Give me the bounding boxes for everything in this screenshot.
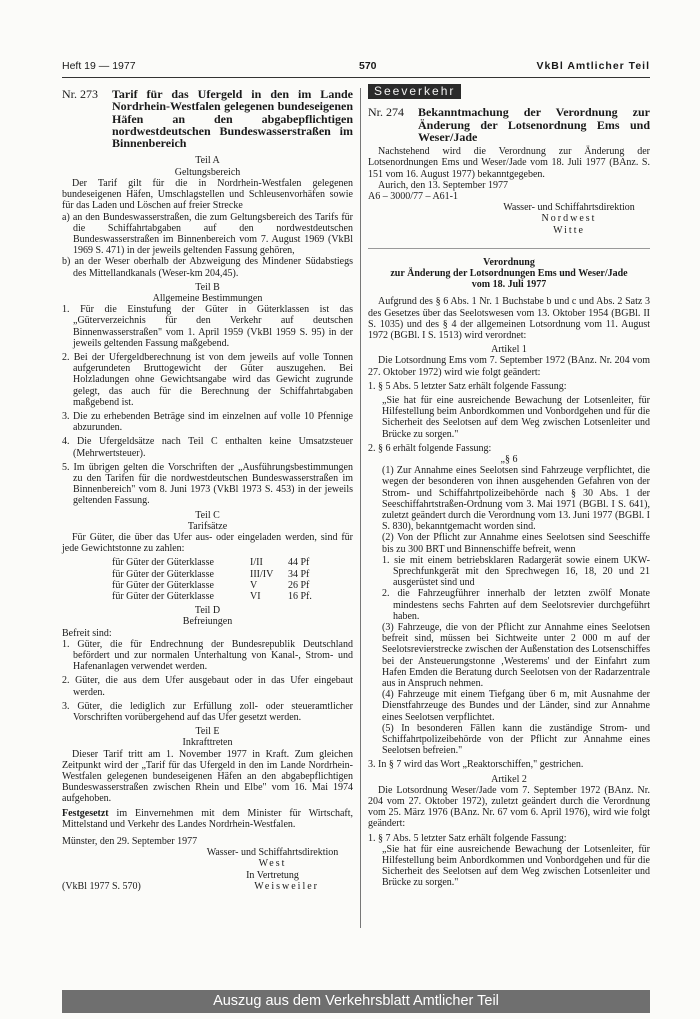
section-subheading: Allgemeine Bestimmungen	[152, 292, 263, 304]
paragraph: Nachstehend wird die Verordnung zur Änderung der Lotsenordnungen Ems und Weser/Jade vom 18. Juli 1977 (BAnz. S. 151 vom 16. August 1977) bekanntgegeben.	[368, 146, 650, 180]
signature-block: Wasser- und Schiffahrtsdirektion West In Vertretung	[206, 847, 339, 881]
section-badge: Seeverkehr	[368, 84, 461, 99]
publication-title: VkBl Amtlicher Teil	[536, 60, 650, 72]
section-heading: Teil B	[195, 281, 220, 293]
paragraph: Die Lotsordnung Weser/Jade vom 7. September 1972 (BAnz. Nr. 204 vom 27. Oktober 1972), zuletzt geändert durch die Verordnung vom 25. März 1976 (BAnz. Nr. 67 vom 6. April 1976), wird wie folgt geändert:	[368, 784, 650, 830]
list-item: a) an den Bundeswasserstraßen, die zum Geltungsbereich des Tarifs für die Schiffahrtabgaben auf den nordwestdeutschen Bundeswasserstraßen im Binnenbereich vom 7. August 1969 (VkBl 1969 S. 471) in der jeweils geltenden Fassung gehören,	[62, 211, 353, 257]
article-273-heading	[62, 88, 353, 149]
right-column	[368, 84, 650, 889]
signatory: Weisweiler	[254, 880, 319, 892]
table-row: für Güter der Güterklasse V 26 Pf	[112, 579, 310, 591]
list-item: 3. Die zu erhebenden Beträge sind im einzelnen auf volle 10 Pfennige abzurunden.	[62, 410, 353, 434]
paragraph: Dieser Tarif tritt am 1. November 1977 in Kraft. Zum gleichen Zeitpunkt wird der „Tarif für das Ufergeld in den im Lande Nordrhein-Westfalen gelegenen bundeseigenen Häfen an den abgabepflichtigen Bundeswasserstraßen zwischen Rhein und Elbe" vom 16. Mai 1974 aufgehoben.	[62, 748, 353, 805]
rate-table	[112, 557, 353, 602]
file-reference: A6 – 3000/77 – A61-1	[368, 190, 458, 202]
list-item: 1. § 5 Abs. 5 letzter Satz erhält folgende Fassung:	[368, 380, 567, 392]
section-subheading: Geltungsbereich	[174, 166, 241, 178]
list-item: b) an der Weser oberhalb der Abzweigung des Mindener Südabstiegs des Mittellandkanals (Weser-km 204,45).	[62, 256, 353, 279]
table-row: für Güter der Güterklasse III/IV 34 Pf	[112, 568, 310, 580]
paragraph: Festgesetzt im Einvernehmen mit dem Minister für Wirtschaft, Mittelstand und Verkehr des Landes Nordrhein-Westfalen.	[62, 807, 354, 830]
paragraph: Die Lotsordnung Ems vom 7. September 1972 (BAnz. Nr. 204 vom 27. Oktober 1972) wird wie folgt geändert:	[368, 355, 650, 378]
list-item: 2. Güter, die aus dem Ufer ausgebaut oder in das Ufer eingebaut werden.	[62, 675, 353, 698]
section-subheading: Tarifsätze	[187, 520, 228, 532]
list-item: 3. Güter, die lediglich zur Erfüllung zoll- oder steueramtlicher Vorschriften vorübergehend auf das Ufer gesetzt werden.	[62, 700, 353, 724]
section-subheading: Befreiungen	[182, 616, 233, 628]
paragraph: Der Tarif gilt für die in Nordrhein-Westfalen gelegenen bundeseigenen Häfen, Umschlagstellen und Schleusenvorhäfen sowie für das Laden und Löschen auf freier Strecke	[62, 177, 353, 212]
paragraph-6: (1) Zur Annahme eines Seelotsen sind Fahrzeuge verpflichtet, die wegen der besonderen von ihnen ausgehenden Gefahren von der Strom- und Schiffahrtpolizeibehörde nach § 30 Abs. 1 der Seeschiffahrtstraßen-Ordnung vom 3. Mai 1971 (BGBl. I S. 641), zuletzt geändert durch die Verordnung vom 13. Juni 1977 (BGBl. I S. 830), bekanntgemacht worden sind. (2) Von der Pflicht zur Annahme eines Seelotsen sind Seeschiffe bis zu 300 BRT und Binnenschiffe befreit, wenn 1. sie mit einem betriebsklaren Radargerät sowie einem UKW-Sprechfunkgerät mit den Sprechwegen 16, 18, 20 und 21 ausgerüstet sind und 2. die Fahrzeugführer innerhalb der letzten zwölf Monate mindestens sechs Fahrten auf dem Seelotsrevier durchgeführt haben. (3) Fahrzeuge, die von der Pflicht zur Annahme eines Seelotsen befreit sind, müssen bei Sichtweite unter 2 000 m auf der Seelotsrevierstrecke zwischen der Außenstation des Lotsenschiffes bei der Ansteuerungstonne ‚Westerems' und der Einfahrt zum Hafen Emden die Beratung durch Seelotsen von der Radarzentrale aus in Anspruch nehmen. (4) Fahrzeuge mit einem Tiefgang über 6 m, mit Ausnahme der Dienstfahrzeuge des Bundes und der Länder, sind zur Annahme eines Seelotsen verpflichtet. (5) In besonderen Fällen kann die zuständige Strom- und Schiffahrtpolizeibehörde von der Pflicht zur Annahme eines Seelotsen befreien."	[382, 465, 650, 757]
section-heading: Teil C	[195, 509, 220, 521]
page-number: 570	[359, 60, 377, 72]
header-rule	[62, 77, 650, 78]
section-heading: Teil A	[195, 155, 220, 167]
list-item: 5. Im übrigen gelten die Vorschriften der „Ausführungsbestimmungen zu den Tarifen für die nordwestdeutschen Bundeswasserstraßen im Binnenbereich" vom 8. Juni 1973 (VkBl 1973 S. 453) in der jeweils geltenden Fassung.	[62, 461, 353, 507]
list-item: 1. § 7 Abs. 5 letzter Satz erhält folgende Fassung:	[368, 832, 567, 844]
place-date: Münster, den 29. September 1977	[62, 836, 198, 848]
list-item: 4. Die Ufergeldsätze nach Teil C enthalten keine Umsatzsteuer (Mehrwertsteuer).	[62, 436, 353, 459]
list-item: 2. Bei der Ufergeldberechnung ist von dem jeweils auf volle Tonnen aufgerundeten Bruttogewicht der Güter auszugehen. Bei Holzladungen ohne Gewichtsangabe wird das Gewicht zugrunde gelegt, das auch für die Berechnung der Schiffahrtabgaben maßgebend ist.	[62, 351, 353, 408]
festgesetzt-label: Festgesetzt	[62, 807, 109, 819]
article-number: Nr. 274	[368, 105, 404, 120]
section-heading: Artikel 2	[491, 773, 527, 785]
article-title: Bekanntmachung der Verordnung zur Änderung der Lotsenordnung Ems und Weser/Jade	[418, 105, 650, 144]
section-heading: Teil E	[195, 726, 220, 738]
quote: „Sie hat für eine ausreichende Bewachung der Lotsenleiter, für Hilfestellung beim Anbordkommen und Vonbordgehen und für die Sicherheit des Seelotsen auf dem Weg zwischen Lotsenleiter und Brücke zu sorgen."	[382, 394, 650, 440]
paragraph: Befreit sind:	[62, 627, 112, 639]
regulation-title: Verordnung zur Änderung der Lotsordnungen Ems und Weser/Jade vom 18. Juli 1977	[390, 256, 628, 291]
article-number: Nr. 273	[62, 87, 98, 101]
article-title: Tarif für das Ufergeld in den im Lande Nordrhein-Westfalen gelegenen bundeseigenen Häfen an den abgabepflichtigen nordwestdeutschen Bundeswasserstraßen im Binnenbereich	[112, 87, 353, 151]
place-date: Aurich, den 13. September 1977	[378, 179, 508, 191]
list-item: 1. Für die Einstufung der Güter in Güterklassen ist das „Güterverzeichnis für den Verkehr auf deutschen Binnenwasserstraßen" vom 1. April 1959 (VkBl 1959 S. 95) in der jeweils geltenden Fassung maßgebend.	[62, 304, 353, 349]
footer-banner: Auszug aus dem Verkehrsblatt Amtlicher Teil	[62, 990, 650, 1013]
reference: (VkBl 1977 S. 570)	[62, 880, 141, 892]
paragraph: Für Güter, die über das Ufer aus- oder eingeladen werden, sind für jede Gewichtstonne zu zahlen:	[62, 531, 353, 555]
column-divider	[360, 88, 361, 928]
paragraph: Aufgrund des § 6 Abs. 1 Nr. 1 Buchstabe b und c und Abs. 2 Satz 3 des Gesetzes über das Seelotswesen vom 13. Oktober 1954 (BGBl. II S. 1035) und des § 4 der allgemeinen Lotsordnung vom 11. August 1972 (BGBl. I S. 1513) wird verordnet:	[368, 296, 650, 341]
issue-label: Heft 19 — 1977	[62, 60, 136, 72]
page-header	[62, 58, 650, 76]
divider	[368, 248, 650, 249]
quote: „Sie hat für eine ausreichende Bewachung der Lotsenleiter, für Hilfestellung beim Anbordkommen und Vonbordgehen und für die Sicherheit des Seelotsen auf dem Weg zwischen Lotsenleiter und Brücke zu sorgen."	[382, 843, 650, 889]
signature-block: Wasser- und Schiffahrtsdirektion Nordwest Witte	[503, 202, 635, 236]
left-column	[62, 88, 353, 892]
table-row: für Güter der Güterklasse I/II 44 Pf	[112, 557, 310, 569]
list-item: 1. Güter, die für Endrechnung der Bundesrepublik Deutschland befördert und zur normalen Unterhaltung von Kanal-, Strom- und Hafenanlagen verwendet werden.	[62, 638, 353, 673]
list-item: 3. In § 7 wird das Wort „Reaktorschiffen," gestrichen.	[368, 759, 584, 771]
article-274-heading	[368, 106, 650, 143]
section-heading: Teil D	[194, 605, 221, 617]
list-item: 2. § 6 erhält folgende Fassung:	[368, 442, 492, 454]
paragraph-sign: „§ 6	[500, 453, 518, 465]
table-row: für Güter der Güterklasse VI 16 Pf.	[112, 591, 312, 602]
section-heading: Artikel 1	[491, 344, 527, 356]
section-subheading: Inkrafttreten	[182, 737, 233, 749]
